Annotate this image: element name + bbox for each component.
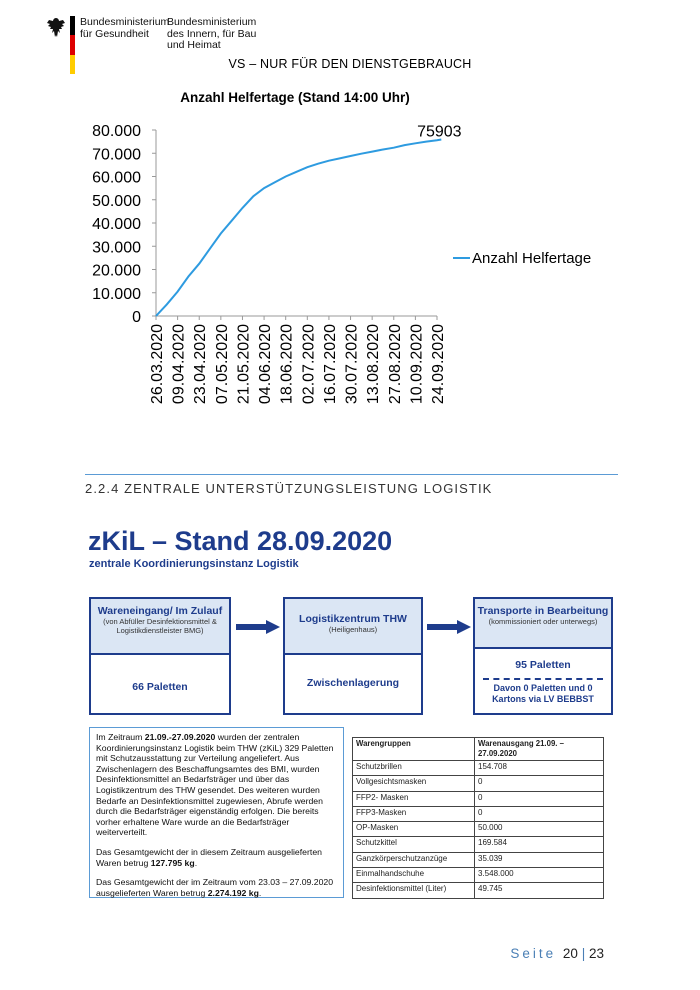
flag-red: [70, 35, 75, 54]
box-logistikzentrum: [283, 597, 423, 715]
y-tick-label: 40.000: [92, 216, 141, 233]
table-row: [353, 761, 604, 776]
table-header-warengruppen: Warengruppen: [353, 738, 475, 761]
table-cell-value: 50.000: [475, 822, 604, 837]
table-cell-category: FFP3-Masken: [353, 806, 475, 821]
legend-label: Anzahl Helfertage: [472, 250, 592, 267]
table-cell-value: 0: [475, 776, 604, 791]
last-value-label: 75903: [417, 123, 462, 141]
box-transporte: [473, 597, 613, 715]
info-paragraph-2: Das Gesamtgewicht der in diesem Zeitraum ausgelieferten Waren betrug 127.795 kg.: [96, 846, 322, 868]
y-tick-label: 50.000: [92, 192, 141, 210]
ministry-interior-line3: und Heimat: [167, 39, 221, 51]
table-row: [353, 837, 604, 852]
x-tick-label: 21.05.2020: [235, 324, 253, 405]
x-tick-label: 30.07.2020: [343, 324, 361, 405]
box-transporte-title: Transporte in Bearbeitung: [477, 605, 609, 617]
table-row: [353, 822, 604, 837]
table-row: [353, 883, 604, 898]
footer-page: 20: [562, 946, 578, 961]
ministry-health: [80, 17, 169, 40]
section-heading: 2.2.4 ZENTRALE UNTERSTÜTZUNGSLEISTUNG LOGISTIK: [85, 481, 493, 496]
table-header-warenausgang: Warenausgang 21.09. – 27.09.2020: [475, 738, 604, 761]
table-cell-value: 49.745: [475, 883, 604, 898]
arrow-right-icon: [236, 620, 280, 634]
box-wareneingang-title: Wareneingang/ Im Zulauf: [97, 605, 223, 617]
table-row: [353, 806, 604, 821]
ministry-health-line1: Bundesministerium: [80, 16, 170, 28]
x-tick-label: 24.09.2020: [430, 324, 447, 405]
box-logistikzentrum-title: Logistikzentrum THW: [299, 613, 407, 625]
arrow-right-icon: [427, 620, 471, 634]
zkil-title: zKiL – Stand 28.09.2020: [88, 526, 393, 556]
chart-title: Anzahl Helfertage (Stand 14:00 Uhr): [180, 90, 410, 105]
table-row: [353, 868, 604, 883]
y-axis: [92, 123, 437, 326]
y-tick-label: 20.000: [92, 262, 141, 280]
x-tick-label: 13.08.2020: [365, 324, 383, 405]
info-paragraph-3: Das Gesamtgewicht der im Zeitraum vom 23.03 – 27.09.2020 ausgelieferten Waren betrug 2.274.192 kg.: [96, 877, 334, 898]
box-logistikzentrum-head: [285, 599, 421, 655]
x-axis: [149, 316, 447, 404]
series-line-helfertage: [156, 140, 441, 317]
y-tick-label: 70.000: [92, 146, 141, 164]
ministry-health-line2: für Gesundheit: [80, 27, 149, 40]
flag-black: [70, 16, 75, 35]
classification-label: VS – NUR FÜR DEN DIENSTGEBRAUCH: [228, 57, 472, 71]
info-paragraph-1: Im Zeitraum 21.09.-27.09.2020 wurden der zentralen Koordinierungsinstanz Logistik beim THW (zKiL) 329 Paletten mit Schutzausstattung zur Verteilung angeliefert. Aus Zwischenlagern des Beschaffungsamtes des BMI, wurden Desinfektionsmittel an Bedarfsträger und über das Logistikzentrum des THW gesendet. Des weiteren wurden Bedarfe an Desinfektionsmittel zugewiesen, Abrufe werden durch die Bedarfsträger eigenständig erfolgen. Die bereits vorher erhaltene Ware wurde an die Bedarfsträger weiterverteilt.: [96, 732, 334, 838]
table-cell-category: Schutzkittel: [353, 837, 475, 852]
x-tick-label: 16.07.2020: [321, 324, 339, 405]
y-tick-label: 30.000: [92, 239, 141, 257]
footer-total: 23: [588, 946, 604, 961]
footer-label: Seite: [510, 946, 557, 961]
x-tick-label: 02.07.2020: [300, 324, 318, 405]
y-tick-label: 0: [132, 309, 141, 326]
box-transporte-sub: (kommissioniert oder unterwegs): [488, 617, 598, 626]
federal-eagle-icon: [46, 17, 66, 39]
table-cell-value: 0: [475, 806, 604, 821]
y-tick-label: 10.000: [92, 285, 141, 303]
box-transporte-value2: Davon 0 Paletten und 0 Kartons via LV BEBBST: [492, 683, 594, 704]
box-wareneingang: [89, 597, 231, 715]
box-wareneingang-value: 66 Paletten: [132, 681, 188, 693]
page-footer: Seite 20 | 23: [510, 946, 604, 961]
table-cell-category: Einmalhandschuhe: [353, 868, 475, 883]
table-cell-category: Desinfektionsmittel (Liter): [353, 883, 475, 898]
table-cell-category: OP-Masken: [353, 822, 475, 837]
x-tick-label: 18.06.2020: [278, 324, 296, 405]
table-cell-value: 169.584: [475, 837, 604, 852]
ministry-interior: [167, 17, 256, 52]
info-text-box: [89, 727, 344, 898]
table-cell-category: FFP2- Masken: [353, 791, 475, 806]
warenausgang-table: [352, 737, 604, 899]
table-cell-value: 35.039: [475, 852, 604, 867]
table-cell-category: Vollgesichtsmasken: [353, 776, 475, 791]
table-row: [353, 791, 604, 806]
section-divider: [85, 474, 618, 475]
box-wareneingang-head: [91, 599, 229, 655]
table-cell-category: Schutzbrillen: [353, 761, 475, 776]
table-cell-value: 3.548.000: [475, 868, 604, 883]
box-logistikzentrum-value: Zwischenlagerung: [306, 677, 400, 689]
x-tick-label: 26.03.2020: [149, 324, 166, 405]
x-tick-label: 23.04.2020: [192, 324, 210, 405]
table-row: [353, 776, 604, 791]
table-cell-category: Ganzkörperschutzanzüge: [353, 852, 475, 867]
x-tick-label: 07.05.2020: [213, 324, 231, 405]
table-cell-value: 154.708: [475, 761, 604, 776]
line-chart: [0, 110, 700, 440]
zkil-subtitle: zentrale Koordinierungsinstanz Logistik: [89, 558, 299, 570]
y-tick-label: 60.000: [92, 169, 141, 187]
ministry-interior-line1: Bundesministerium: [167, 16, 257, 28]
table-cell-value: 0: [475, 791, 604, 806]
box-transporte-head: [475, 599, 611, 649]
y-tick-label: 80.000: [92, 123, 141, 140]
box-wareneingang-sub: (von Abfüller Desinfektionsmittel & Logistikdienstleister BMG): [103, 617, 217, 635]
box-logistikzentrum-sub: (Heiligenhaus): [328, 625, 378, 634]
x-tick-label: 04.06.2020: [257, 324, 275, 405]
table-row: [353, 852, 604, 867]
x-tick-label: 10.09.2020: [408, 324, 426, 405]
ministry-interior-line2: des Innern, für Bau: [167, 27, 257, 40]
x-tick-label: 27.08.2020: [386, 324, 404, 405]
box-transporte-value: 95 Paletten: [515, 659, 571, 671]
x-tick-label: 09.04.2020: [170, 324, 188, 405]
